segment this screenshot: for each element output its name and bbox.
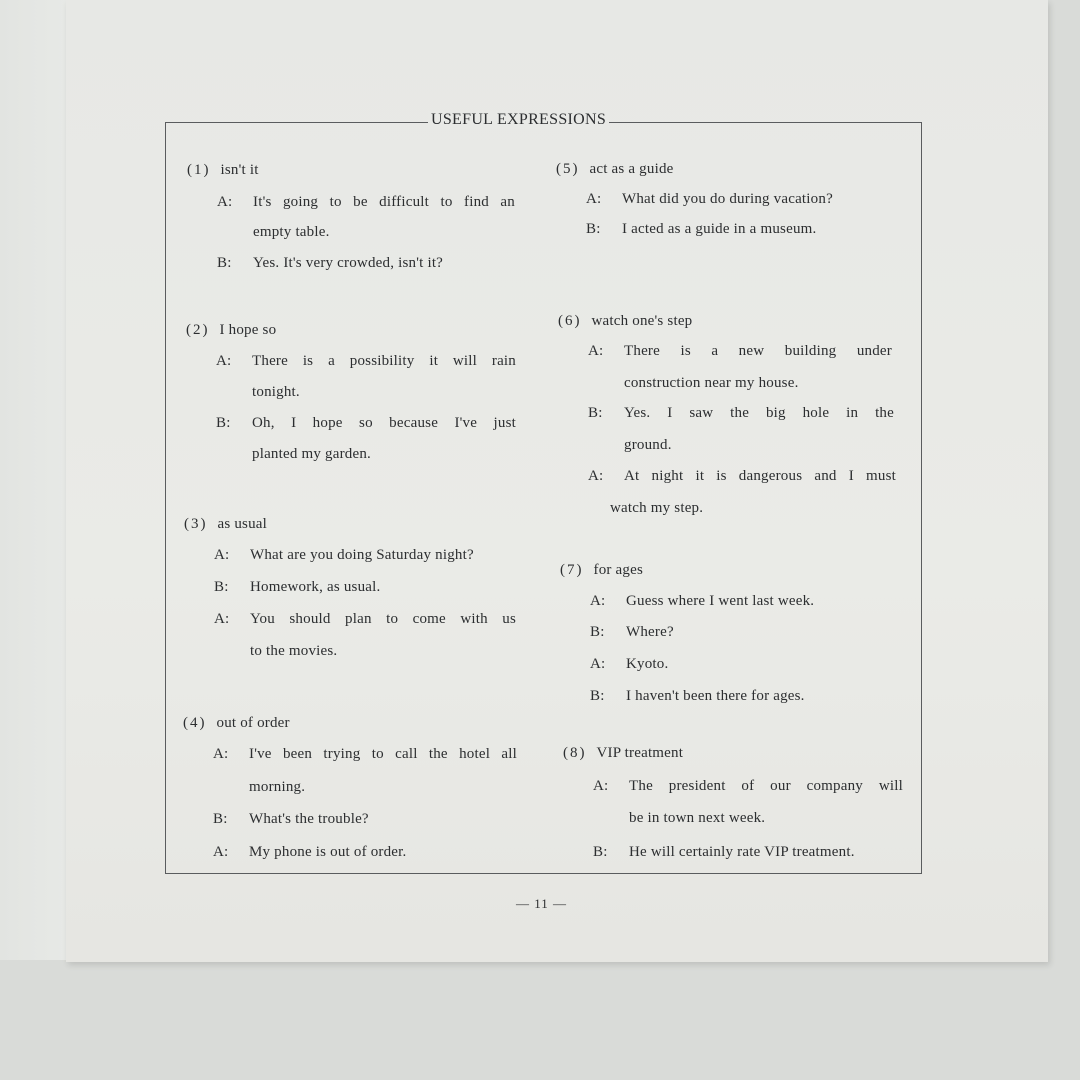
speaker-label: A: — [588, 343, 604, 359]
speaker-label: A: — [590, 593, 606, 609]
expression-heading — [558, 313, 692, 330]
dialogue-text: At night it is dangerous and I must — [624, 468, 896, 484]
expression-number: (3) — [184, 516, 208, 532]
expression-phrase: out of order — [216, 715, 290, 731]
dialogue-text: The president of our company will — [629, 778, 903, 794]
dialogue-text: watch my step. — [610, 500, 704, 516]
speaker-label: B: — [216, 415, 231, 431]
dialogue-line — [624, 437, 672, 454]
expression-phrase: isn't it — [220, 162, 259, 178]
dialogue-line — [610, 500, 703, 517]
dialogue-text: What did you do during vacation? — [622, 191, 833, 207]
dialogue-text: Oh, I hope so because I've just — [252, 415, 516, 431]
speaker-label: A: — [214, 611, 230, 627]
dialogue-text: He will certainly rate VIP treatment. — [629, 844, 855, 860]
expression-number: (1) — [187, 162, 211, 178]
dialogue-text: tonight. — [252, 384, 300, 400]
dialogue-line — [588, 343, 892, 360]
speaker-label: B: — [217, 255, 232, 271]
dialogue-line — [590, 593, 814, 610]
speaker-label: A: — [213, 844, 229, 860]
speaker-label: A: — [588, 468, 604, 484]
dialogue-text: What are you doing Saturday night? — [250, 547, 474, 563]
speaker-label: A: — [586, 191, 602, 207]
expression-phrase: as usual — [217, 516, 268, 532]
dialogue-text: Yes. I saw the big hole in the — [624, 405, 894, 421]
box-title: USEFUL EXPRESSIONS — [428, 111, 609, 129]
speaker-label: B: — [590, 624, 605, 640]
expression-number: (2) — [186, 322, 210, 338]
dialogue-line — [252, 384, 300, 401]
dialogue-line — [216, 353, 516, 370]
dialogue-line — [629, 810, 765, 827]
speaker-label: A: — [590, 656, 606, 672]
dialogue-text: Guess where I went last week. — [626, 593, 815, 609]
dialogue-text: I've been trying to call the hotel all — [249, 746, 517, 762]
dialogue-line — [249, 779, 305, 796]
dialogue-line — [588, 468, 896, 485]
expression-phrase: for ages — [593, 562, 643, 578]
expression-number: (4) — [183, 715, 207, 731]
dialogue-text: I acted as a guide in a museum. — [622, 221, 817, 237]
dialogue-line — [250, 643, 337, 660]
speaker-label: A: — [213, 746, 229, 762]
dialogue-line — [217, 194, 515, 211]
dialogue-line — [590, 624, 674, 641]
dialogue-line — [586, 221, 816, 238]
expression-phrase: act as a guide — [589, 161, 674, 177]
dialogue-text: to the movies. — [250, 643, 338, 659]
dialogue-line — [213, 746, 517, 763]
expression-number: (6) — [558, 313, 582, 329]
dialogue-line — [217, 255, 443, 272]
page-number: — 11 — — [516, 896, 568, 911]
speaker-label: A: — [217, 194, 233, 210]
speaker-label: B: — [586, 221, 601, 237]
dialogue-text: It's going to be difficult to find an — [253, 194, 515, 210]
dialogue-text: You should plan to come with us — [250, 611, 516, 627]
dialogue-line — [624, 375, 799, 392]
dialogue-text: Where? — [626, 624, 674, 640]
dialogue-text: There is a new building under — [624, 343, 892, 359]
dialogue-line — [252, 446, 371, 463]
dialogue-text: construction near my house. — [624, 375, 799, 391]
expression-heading — [187, 162, 259, 179]
dialogue-line — [593, 844, 855, 861]
dialogue-line — [588, 405, 894, 422]
speaker-label: A: — [214, 547, 230, 563]
dialogue-text: ground. — [624, 437, 672, 453]
dialogue-line — [216, 415, 516, 432]
speaker-label: A: — [216, 353, 232, 369]
expression-heading — [556, 161, 674, 178]
dialogue-text: be in town next week. — [629, 810, 766, 826]
expression-number: (8) — [563, 745, 587, 761]
dialogue-line — [213, 844, 406, 861]
speaker-label: B: — [588, 405, 603, 421]
dialogue-text: planted my garden. — [252, 446, 371, 462]
expression-number: (7) — [560, 562, 584, 578]
dialogue-text: morning. — [249, 779, 306, 795]
dialogue-text: Kyoto. — [626, 656, 669, 672]
dialogue-line — [214, 547, 474, 564]
dialogue-line — [253, 224, 330, 241]
speaker-label: B: — [213, 811, 228, 827]
dialogue-text: empty table. — [253, 224, 330, 240]
dialogue-line — [213, 811, 369, 828]
expression-heading — [563, 745, 683, 762]
expression-heading — [560, 562, 643, 579]
dialogue-text: My phone is out of order. — [249, 844, 407, 860]
speaker-label: B: — [590, 688, 605, 704]
dialogue-line — [590, 688, 805, 705]
expression-phrase: I hope so — [219, 322, 277, 338]
speaker-label: B: — [593, 844, 608, 860]
expression-heading — [183, 715, 290, 732]
expression-heading — [186, 322, 276, 339]
dialogue-text: Homework, as usual. — [250, 579, 381, 595]
expression-heading — [184, 516, 267, 533]
expression-number: (5) — [556, 161, 580, 177]
dialogue-text: I haven't been there for ages. — [626, 688, 805, 704]
speaker-label: A: — [593, 778, 609, 794]
dialogue-text: There is a possibility it will rain — [252, 353, 516, 369]
expression-phrase: watch one's step — [591, 313, 693, 329]
speaker-label: B: — [214, 579, 229, 595]
expression-phrase: VIP treatment — [596, 745, 684, 761]
dialogue-text: What's the trouble? — [249, 811, 369, 827]
dialogue-line — [214, 579, 380, 596]
dialogue-text: Yes. It's very crowded, isn't it? — [253, 255, 444, 271]
dialogue-line — [586, 191, 833, 208]
dialogue-line — [214, 611, 516, 628]
dialogue-line — [590, 656, 668, 673]
dialogue-line — [593, 778, 903, 795]
